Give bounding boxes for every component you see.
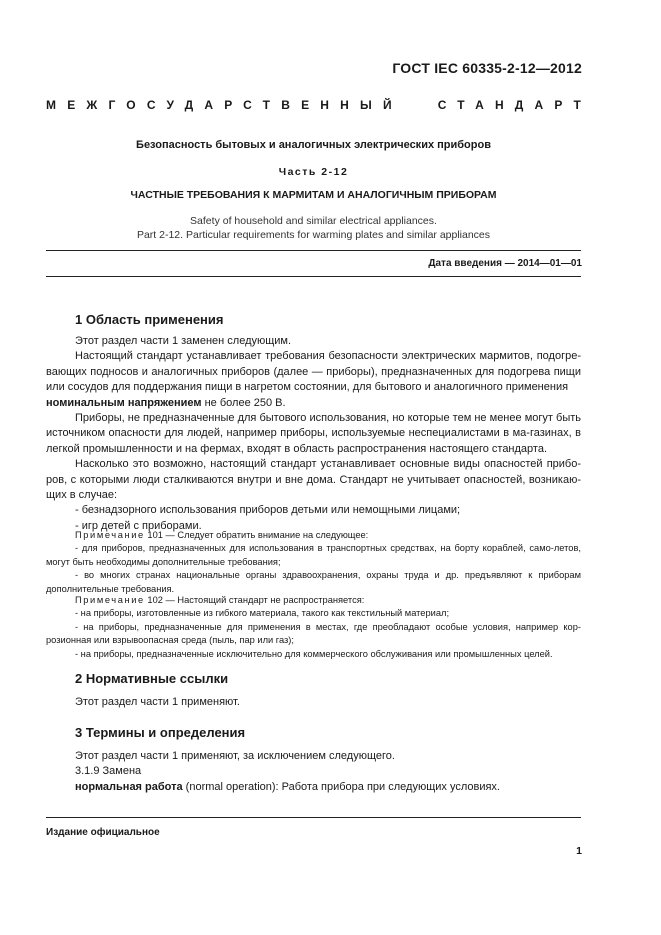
english-title-line-2: Part 2-12. Particular requirements for warming plates and similar appliances [136,229,491,241]
term-bold: нормальная работа [75,780,183,793]
section-body-normative-references [46,695,581,710]
interstate-word: МЕЖГОСУДАРСТВЕННЫЙ [46,98,403,112]
section-body-scope [46,334,581,534]
section-heading-scope: 1 Область применения [75,312,224,327]
paragraph: Насколько это возможно, настоящий стандарт устанавливает основные виды опасностей прибо-ров, с которыми люди сталкиваются внутри и вне дома. Стандарт не учитывает опасностей, возникаю-щих в случае: [46,458,581,502]
note-title [46,529,581,542]
section-heading-terms: 3 Термины и определения [75,725,246,740]
note-item: - для приборов, предназначенных для использования в транспортных средствах, на борту кораблей, само-летов, могут быть необходимы дополнительные требования; [46,543,581,567]
english-title [46,214,581,242]
paragraph-text: Настоящий стандарт устанавливает требования безопасности электрических мармитов, подогре-вающих подносов и аналогичных приборов (далее — приборы), предназначенных для подогрева пищи или сосудов для поддержания пищи в нагретом состоянии, для бытового и аналогичного применения [46,350,581,394]
interstate-standard-banner [46,98,592,112]
intro-date: Дата введения — 2014—01—01 [428,258,582,269]
paragraph [46,780,581,795]
note-item: - на приборы, предназначенные исключительно для коммерческого обслуживания или промышленных целей. [75,648,553,659]
divider [46,276,581,277]
term-bold: номинальным напряжением [46,396,202,409]
divider [46,250,581,251]
note-item: - во многих странах национальные органы здравоохранения, охраны труда и др. предъявляют к приборам дополнительные требования. [46,570,581,594]
section-body-terms [46,749,581,795]
document-subtitle: ЧАСТНЫЕ ТРЕБОВАНИЯ К МАРМИТАМ И АНАЛОГИЧНЫМ ПРИБОРАМ [130,189,497,201]
document-title: Безопасность бытовых и аналогичных электрических приборов [136,139,491,151]
part-label: Часть 2-12 [278,166,349,178]
paragraph: Этот раздел части 1 заменен следующим. [75,335,292,347]
paragraph-text: (normal operation): Работа прибора при следующих условиях. [182,780,500,793]
note-item: - на приборы, изготовленные из гибкого материала, такого как текстильный материал; [75,608,450,619]
english-title-line-1: Safety of household and similar electrical appliances. [190,215,437,227]
note-102 [46,594,581,661]
list-item: - игр детей с приборами. [75,519,202,532]
note-text: 101 — Следует обратить внимание на следующее: [144,530,369,540]
note-text: 102 — Настоящий стандарт не распространяется: [144,595,365,605]
paragraph: Приборы, не предназначенные для бытового использования, но которые тем не менее могут быть источником опасности для людей, например приборы, используемые неспециалистами в ма-газинах, в легкой промышленности и на фермах, входят в область распространения настоящего стандарта. [46,412,581,455]
list-item: - безнадзорного использования приборов детьми или немощными лицами; [75,504,461,517]
paragraph-text: не более 250 В. [201,396,286,409]
divider [46,817,581,818]
paragraph [46,349,581,411]
paragraph: Этот раздел части 1 применяют. [75,696,240,708]
note-title [46,594,581,607]
note-label: Примечание [75,595,145,605]
section-heading-normative-references: 2 Нормативные ссылки [75,671,229,686]
gost-number: ГОСТ IEC 60335-2-12—2012 [392,60,582,76]
paragraph: 3.1.9 Замена [75,765,142,778]
page-number: 1 [576,845,582,857]
paragraph: Этот раздел части 1 применяют, за исключением следующего. [75,750,395,762]
standard-word: СТАНДАРТ [437,98,592,112]
edition-label: Издание официальное [46,827,160,838]
note-101 [46,529,581,596]
note-item: - на приборы, предназначенные для применения в местах, где преобладают особые условия, например кор-розионная или взрывоопасная среда (пыль, пар или газ); [46,621,581,646]
note-label: Примечание [75,530,145,540]
